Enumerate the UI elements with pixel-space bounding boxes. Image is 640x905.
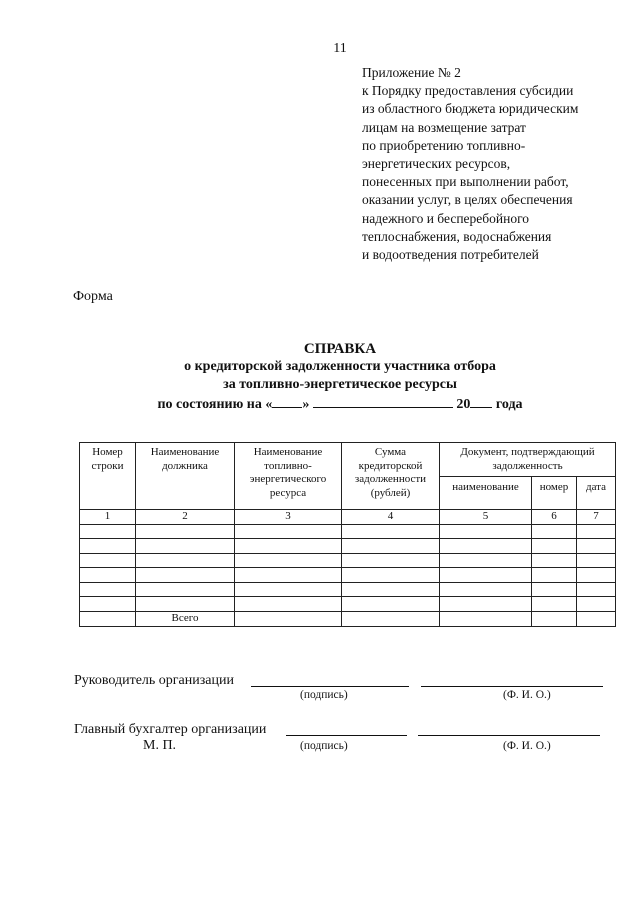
- header-amount: Сумма кредиторской задолженности (рублей): [342, 443, 440, 510]
- table-cell: [342, 539, 440, 554]
- header-row-number: Номер строки: [80, 443, 136, 510]
- table-cell: [80, 568, 136, 583]
- total-label: Всего: [136, 611, 235, 626]
- header-doc-name: наименование: [440, 477, 532, 510]
- title-subtitle-1: о кредиторской задолженности участника отбора: [184, 359, 496, 374]
- date-prefix: по состоянию на «: [157, 397, 273, 412]
- appendix-line: лицам на возмещение затрат: [362, 119, 526, 135]
- total-row: [80, 611, 616, 626]
- head-signature-line: [251, 673, 409, 687]
- table-cell: [342, 553, 440, 568]
- column-number-row: [80, 510, 616, 525]
- date-line: [0, 394, 640, 414]
- column-number: 7: [577, 510, 616, 525]
- document-title: СПРАВКА: [303, 341, 377, 357]
- table-cell: [80, 524, 136, 539]
- appendix-line: понесенных при выполнении работ,: [362, 174, 569, 190]
- table-cell: [577, 582, 616, 597]
- table-cell: [342, 597, 440, 612]
- appendix-line: энергетических ресурсов,: [362, 156, 511, 172]
- head-signature-caption: (подпись): [300, 689, 348, 701]
- month-blank: [313, 394, 453, 408]
- table-cell: [235, 524, 342, 539]
- table-row: [80, 582, 616, 597]
- table-cell: [440, 553, 532, 568]
- table-cell: [532, 539, 577, 554]
- table-cell: [136, 597, 235, 612]
- table-cell: [577, 553, 616, 568]
- accountant-signature-label: Главный бухгалтер организации: [74, 722, 267, 737]
- header-resource: Наименование топливно-энергетического ресурса: [235, 443, 342, 510]
- appendix-line: и водоотведения потребителей: [362, 247, 539, 263]
- table-cell: [440, 582, 532, 597]
- table-cell: [235, 553, 342, 568]
- year-prefix: 20: [456, 397, 471, 412]
- table-cell: [80, 553, 136, 568]
- table-cell: [577, 597, 616, 612]
- table-row: [80, 553, 616, 568]
- appendix-line: к Порядку предоставления субсидии: [362, 83, 574, 99]
- column-number: 1: [80, 510, 136, 525]
- table-row: [80, 539, 616, 554]
- column-number: 2: [136, 510, 235, 525]
- table-cell: [440, 568, 532, 583]
- table-cell: [532, 524, 577, 539]
- head-name-caption: (Ф. И. О.): [503, 689, 551, 701]
- form-label: Форма: [73, 289, 113, 304]
- column-number: 5: [440, 510, 532, 525]
- column-number: 3: [235, 510, 342, 525]
- column-number: 4: [342, 510, 440, 525]
- table-cell: [235, 611, 342, 626]
- table-cell: [577, 524, 616, 539]
- table-cell: [532, 597, 577, 612]
- table-cell: [440, 597, 532, 612]
- table-cell: [80, 539, 136, 554]
- table-cell: [342, 582, 440, 597]
- table-cell: [136, 582, 235, 597]
- table-cell: [136, 524, 235, 539]
- appendix-line: надежного и бесперебойного: [362, 210, 530, 226]
- accountant-signature-caption: (подпись): [300, 740, 348, 752]
- appendix-line: по приобретению топливно-: [362, 137, 526, 153]
- page-number: 11: [333, 41, 347, 56]
- appendix-line: оказании услуг, в целях обеспечения: [362, 192, 573, 208]
- table-cell: [136, 568, 235, 583]
- table-cell: [342, 611, 440, 626]
- head-name-line: [421, 673, 603, 687]
- head-signature-label: Руководитель организации: [74, 673, 234, 688]
- table-cell: [440, 539, 532, 554]
- table-cell: [80, 582, 136, 597]
- seal-label: М. П.: [143, 738, 177, 753]
- table-cell: [235, 568, 342, 583]
- date-mid: »: [302, 397, 310, 412]
- table-cell: [342, 524, 440, 539]
- table-cell: [532, 582, 577, 597]
- table-cell: [80, 611, 136, 626]
- accountant-name-caption: (Ф. И. О.): [503, 740, 551, 752]
- appendix-block: [362, 64, 632, 264]
- column-number: 6: [532, 510, 577, 525]
- accountant-name-line: [418, 722, 600, 736]
- table-cell: [532, 553, 577, 568]
- accountant-signature-line: [286, 722, 407, 736]
- table-cell: [136, 553, 235, 568]
- table-cell: [440, 611, 532, 626]
- year-blank: [470, 394, 492, 408]
- table-header-row: [80, 443, 616, 477]
- table-cell: [577, 568, 616, 583]
- header-doc-number: номер: [532, 477, 577, 510]
- document-title-block: [0, 340, 640, 414]
- header-doc-date: дата: [577, 477, 616, 510]
- table-cell: [342, 568, 440, 583]
- table-row: [80, 597, 616, 612]
- header-position: Наименование должника: [136, 443, 235, 510]
- appendix-line: Приложение № 2: [362, 65, 461, 80]
- table-cell: [577, 611, 616, 626]
- table-cell: [532, 611, 577, 626]
- day-blank: [272, 394, 302, 408]
- table-cell: [235, 539, 342, 554]
- table-row: [80, 524, 616, 539]
- debt-table: [79, 442, 616, 627]
- table-row: [80, 568, 616, 583]
- appendix-line: теплоснабжения, водоснабжения: [362, 228, 552, 244]
- year-suffix: года: [495, 397, 523, 412]
- table-cell: [440, 524, 532, 539]
- table-cell: [235, 597, 342, 612]
- appendix-line: из областного бюджета юридическим: [362, 101, 579, 117]
- table-cell: [235, 582, 342, 597]
- table-cell: [532, 568, 577, 583]
- table-cell: [577, 539, 616, 554]
- table-cell: [80, 597, 136, 612]
- title-subtitle-2: за топливно-энергетическое ресурсы: [223, 377, 457, 392]
- header-document: Документ, подтверждающий задолженность: [440, 443, 616, 477]
- table-cell: [136, 539, 235, 554]
